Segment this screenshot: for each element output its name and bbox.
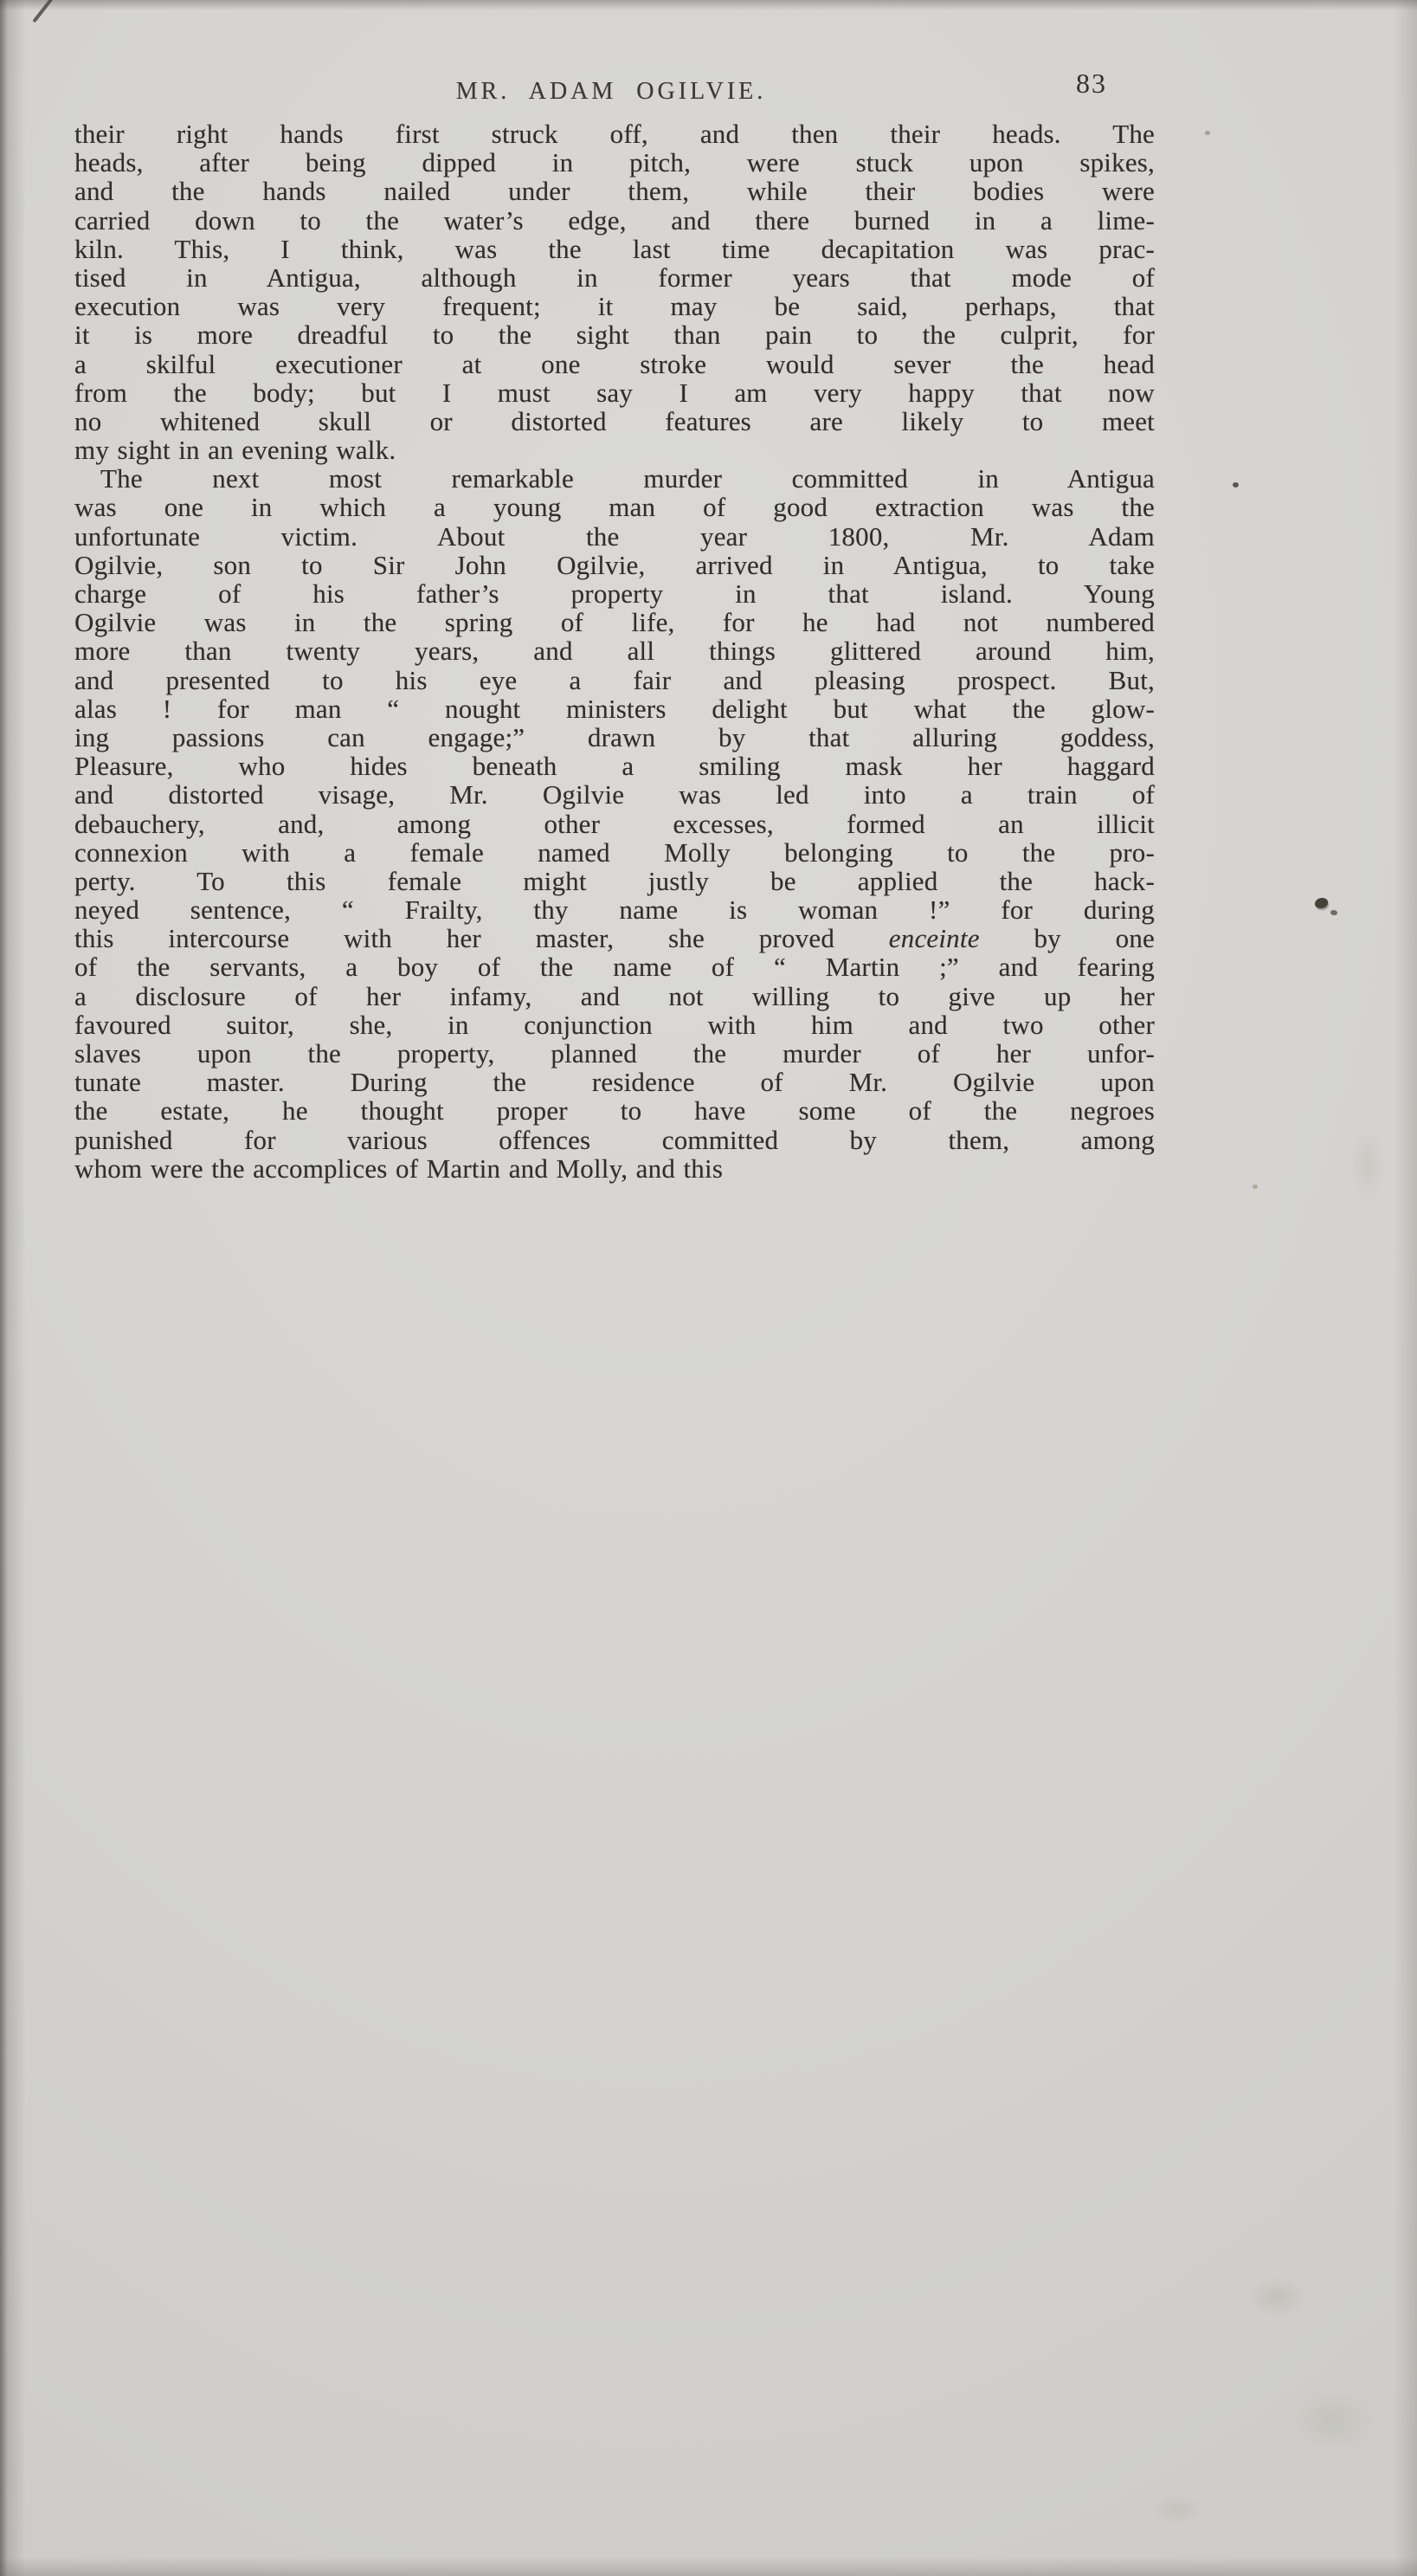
text-line: from the body; but I must say I am very happy that now xyxy=(74,377,1155,408)
text-line: and the hands nailed under them, while their bodies were xyxy=(74,176,1155,207)
text-line: heads, after being dipped in pitch, were stuck upon spikes, xyxy=(74,147,1155,178)
text-line: connexion with a female named Molly belonging to the pro- xyxy=(74,836,1155,868)
text-line: Ogilvie, son to Sir John Ogilvie, arrived in Antigua, to take xyxy=(74,549,1155,580)
text-line: neyed sentence, “ Frailty, thy name is woman !” for during xyxy=(74,894,1155,926)
text-line: favoured suitor, she, in conjunction with him and two other xyxy=(74,1009,1155,1040)
scan-stain xyxy=(1290,2390,1376,2450)
text-line: alas ! for man “ nought ministers delight but what the glow- xyxy=(74,693,1155,724)
text-line: and distorted visage, Mr. Ogilvie was led into a train of xyxy=(74,779,1155,810)
text-line: Pleasure, who hides beneath a smiling mask her haggard xyxy=(74,751,1155,782)
text-line: tunate master. During the residence of Mr. Ogilvie upon xyxy=(74,1067,1155,1098)
text-line: slaves upon the property, planned the murder of her unfor- xyxy=(74,1038,1155,1068)
page-number: 83 xyxy=(1076,68,1107,99)
text-line: no whitened skull or distorted features are likely to meet xyxy=(74,405,1155,436)
text-line: perty. To this female might justly be applied the hack- xyxy=(74,865,1155,896)
text-line: was one in which a young man of good extraction was the xyxy=(74,492,1155,523)
text-line: and presented to his eye a fair and pleasing prospect. But, xyxy=(74,664,1155,695)
text-line: The next most remarkable murder committed in Antigua xyxy=(100,463,1155,494)
scan-stain xyxy=(1350,1126,1385,1204)
scan-stain xyxy=(1246,2277,1307,2317)
page-right-shadow xyxy=(1394,0,1417,2576)
text-line: carried down to the water’s edge, and there burned in a lime- xyxy=(74,204,1155,236)
text-line: unfortunate victim. About the year 1800, Mr. Adam xyxy=(74,520,1155,552)
text-line: punished for various offences committed by them, among xyxy=(74,1124,1155,1155)
text-line: kiln. This, I think, was the last time decapitation was prac- xyxy=(74,233,1155,264)
running-title: MR. ADAM OGILVIE. xyxy=(455,78,767,105)
text-line: the estate, he thought proper to have some of the negroes xyxy=(74,1095,1155,1127)
text-line: their right hands first struck off, and then their heads. The xyxy=(74,119,1155,149)
text-body xyxy=(74,119,1155,1183)
text-line: it is more dreadful to the sight than pain to the culprit, for xyxy=(74,320,1155,351)
scan-speck xyxy=(1205,131,1210,135)
text-line: a disclosure of her infamy, and not willing to give up her xyxy=(74,980,1155,1011)
ink-blot xyxy=(1315,898,1328,908)
page-binding-shadow xyxy=(0,0,26,2576)
text-line: charge of his father’s property in that island. Young xyxy=(74,578,1155,609)
text-line: my sight in an evening walk. xyxy=(74,435,396,466)
ink-blot xyxy=(1330,910,1337,915)
text-line: debauchery, and, among other excesses, formed an illicit xyxy=(74,808,1155,839)
scan-speck xyxy=(1233,482,1239,487)
text-line: execution was very frequent; it may be said, perhaps, that xyxy=(74,291,1155,322)
text-line: a skilful executioner at one stroke would sever the head xyxy=(74,348,1155,379)
text-line: tised in Antigua, although in former years that mode of xyxy=(74,261,1155,293)
text-line: of the servants, a boy of the name of “ Martin ;” and fearing xyxy=(74,952,1155,983)
scan-stain xyxy=(1151,2494,1203,2525)
text-line: ing passions can engage;” drawn by that alluring goddess, xyxy=(74,721,1155,752)
text-line: whom were the accomplices of Martin and Molly, and this xyxy=(74,1152,724,1184)
text-line: this intercourse with her master, she proved enceinte by one xyxy=(74,923,1155,954)
page-bottom-shadow xyxy=(0,2557,1417,2576)
text-line: Ogilvie was in the spring of life, for he had not numbered xyxy=(74,607,1155,638)
scan-speck xyxy=(1253,1185,1258,1189)
text-line: more than twenty years, and all things glittered around him, xyxy=(74,636,1155,667)
page-top-shadow xyxy=(0,0,1417,10)
